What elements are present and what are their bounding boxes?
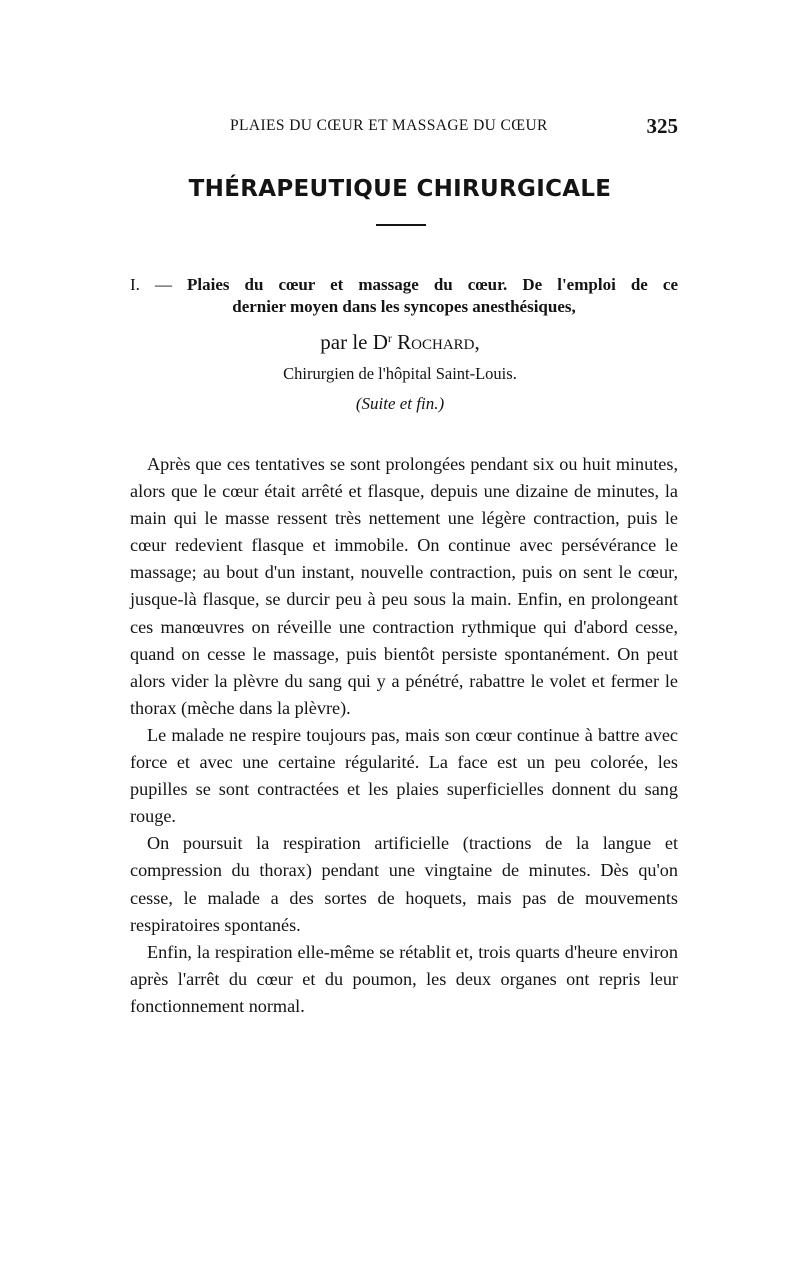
author-affiliation: Chirurgien de l'hôpital Saint-Louis. [283, 364, 517, 383]
article-number: I. — [130, 275, 188, 294]
running-head [130, 114, 678, 141]
title-rule [376, 224, 426, 226]
running-title: PLAIES DU CŒUR ET MASSAGE DU CŒUR [230, 117, 548, 134]
byline-prefix: par le D [320, 330, 388, 354]
continuation-note: (Suite et fin.) [355, 394, 445, 413]
article-heading [130, 274, 678, 318]
page-number: 325 [646, 114, 678, 138]
body-text [130, 451, 678, 1020]
byline-superscript: r [387, 331, 392, 345]
article-title-start: Plaies du cœur et massage du cœur. De l'emploi de ce [187, 275, 678, 294]
paragraph: Après que ces tentatives se sont prolongées pendant six ou huit minutes, alors que le cœur était arrêté et flasque, depuis une dizaine de minutes, la main qui le masse ressent très nettement une légère contraction, puis le cœur redevient flasque et immobile. On continue avec persévérance le massage; au bout d'un instant, nouvelle contraction, puis on sent le cœur, jusque-là flasque, se durcir peu à peu sous la main. Enfin, en prolongeant ces manœuvres on réveille une contraction rythmique qui d'abord cesse, quand on cesse le massage, puis bientôt persiste spontanément. On peut alors vider la plèvre du sang qui y a pénétré, rabattre le volet et fermer le thorax (mèche dans la plèvre). [130, 454, 678, 718]
byline [0, 330, 800, 355]
paragraph: Enfin, la respiration elle-même se rétablit et, trois quarts d'heure environ après l'arrêt du cœur et du poumon, les deux organes ont repris leur fonctionnement normal. [130, 941, 678, 1016]
paragraph: Le malade ne respire toujours pas, mais son cœur continue à battre avec force et avec une certaine régularité. La face est un peu colorée, les pupilles se sont contractées et les plaies superficielles donnent du sang rouge. [130, 724, 678, 827]
section-title: THÉRAPEUTIQUE CHIRURGICALE [188, 176, 612, 202]
article-heading-line-2: dernier moyen dans les syncopes anesthésiques, [232, 297, 576, 316]
article-heading-line-1 [130, 274, 678, 296]
author-name: Rochard, [397, 330, 480, 354]
paragraph: On poursuit la respiration artificielle (tractions de la langue et compression du thorax) pendant une vingtaine de minutes. Dès qu'on cesse, le malade a des sortes de hoquets, mais pas de mouvements respiratoires spontanés. [130, 833, 678, 935]
